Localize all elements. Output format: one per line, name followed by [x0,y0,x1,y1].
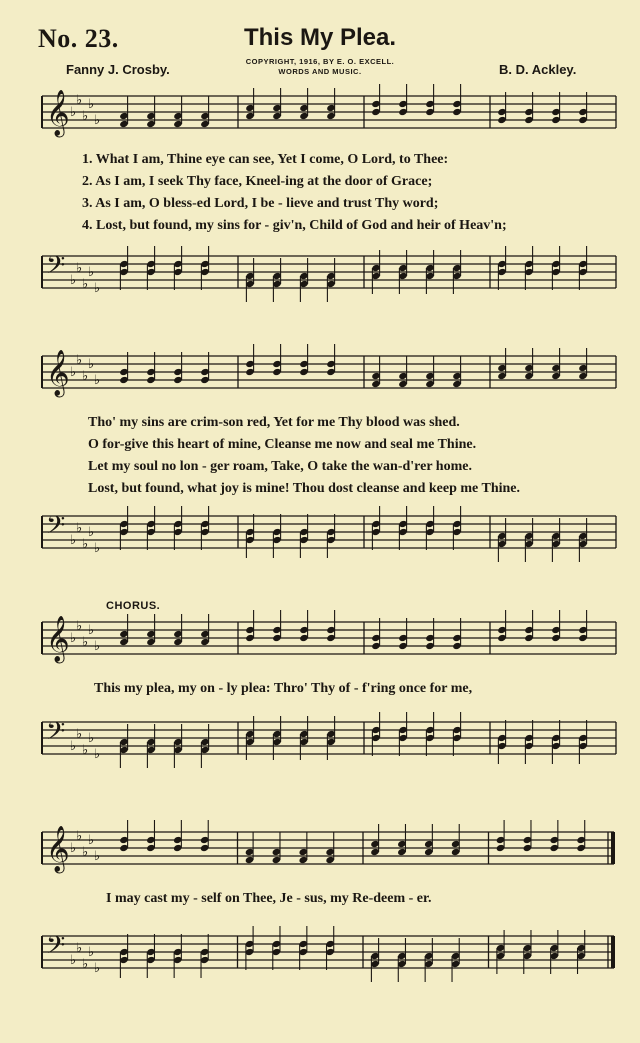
chorus-line: This my plea, my on - ly plea: Thro' Thy of - f'ring once for me, [94,681,473,696]
svg-text:♭: ♭ [88,731,95,746]
svg-text:♭: ♭ [76,521,83,536]
svg-text:♭: ♭ [70,739,77,754]
hymn-number: No. 23. [38,24,119,53]
notes [119,712,588,768]
svg-text:♭: ♭ [70,953,77,968]
key-signature-flats [70,93,100,128]
svg-text:♭: ♭ [94,281,101,296]
bass-staff [0,506,640,566]
treble-staff [0,346,640,406]
notes [119,820,586,864]
notes [119,506,588,562]
svg-text:♭: ♭ [94,113,101,128]
key-signature-flats [70,261,100,296]
copyright-line: WORDS AND MUSIC. [278,67,362,76]
verse-line: Lost, but found, what joy is mine! Thou dost cleanse and keep me Thine. [88,481,521,496]
verse-line: Let my soul no lon - ger roam, Take, O take the wan-d'rer home. [88,459,472,474]
notes [119,84,588,128]
verse-line: 4. Lost, but found, my sins for - giv'n, Child of God and heir of Heav'n; [82,218,507,233]
svg-text:♭: ♭ [88,945,95,960]
treble-staff [0,822,640,882]
bass-staff [0,712,640,772]
copyright-line: COPYRIGHT, 1916, BY E. O. EXCELL. [245,57,395,66]
clef-icon: 𝄞 [46,826,70,872]
chorus-line: I may cast my - self on Thee, Je - sus, my Re-deem - er. [106,891,432,906]
svg-text:♭: ♭ [76,619,83,634]
verse-line: 3. As I am, O bless-ed Lord, I be - lieve and trust Thy word; [82,196,439,211]
key-signature-flats [70,521,100,556]
key-signature-flats [70,941,100,976]
verse-line: 2. As I am, I seek Thy face, Kneel-ing at the door of Grace; [82,174,433,189]
bass-staff [0,246,640,306]
svg-text:♭: ♭ [76,941,83,956]
svg-text:♭: ♭ [82,845,89,860]
svg-text:♭: ♭ [70,273,77,288]
author-credit: Fanny J. Crosby. [66,62,170,77]
svg-text:♭: ♭ [82,277,89,292]
svg-text:♭: ♭ [94,639,101,654]
svg-text:♭: ♭ [76,93,83,108]
svg-text:♭: ♭ [88,623,95,638]
svg-text:♭: ♭ [82,537,89,552]
svg-text:♭: ♭ [94,849,101,864]
key-signature-flats [70,353,100,388]
clef-icon: 𝄢 [46,717,66,752]
verse-line: Tho' my sins are crim-son red, Yet for me Thy blood was shed. [88,415,460,430]
svg-text:♭: ♭ [82,743,89,758]
composer-credit: B. D. Ackley. [499,62,577,77]
verse-line: 1. What I am, Thine eye can see, Yet I come, O Lord, to Thee: [82,152,449,167]
svg-text:♭: ♭ [70,533,77,548]
svg-text:♭: ♭ [82,109,89,124]
treble-staff [0,612,640,672]
key-signature-flats [70,829,100,864]
key-signature-flats [70,727,100,762]
clef-icon: 𝄞 [46,90,70,136]
clef-icon: 𝄞 [46,350,70,396]
svg-text:♭: ♭ [94,541,101,556]
svg-text:♭: ♭ [94,747,101,762]
svg-text:♭: ♭ [70,841,77,856]
svg-text:♭: ♭ [76,261,83,276]
svg-text:♭: ♭ [76,829,83,844]
svg-text:♭: ♭ [88,265,95,280]
clef-icon: 𝄞 [46,616,70,662]
hymn-title: This My Plea. [243,24,397,51]
svg-text:♭: ♭ [88,97,95,112]
clef-icon: 𝄢 [46,931,66,966]
treble-staff [0,86,640,146]
svg-text:♭: ♭ [70,105,77,120]
svg-text:♭: ♭ [82,957,89,972]
notes [119,344,588,388]
svg-text:♭: ♭ [70,365,77,380]
verse-line: O for-give this heart of mine, Cleanse me now and seal me Thine. [88,437,477,452]
notes [119,926,586,982]
svg-text:♭: ♭ [76,727,83,742]
svg-text:♭: ♭ [70,631,77,646]
svg-text:♭: ♭ [94,961,101,976]
key-signature-flats [70,619,100,654]
svg-text:♭: ♭ [88,357,95,372]
notes [119,246,588,302]
svg-text:♭: ♭ [88,525,95,540]
bass-staff [0,926,640,986]
svg-text:♭: ♭ [94,373,101,388]
clef-icon: 𝄢 [46,511,66,546]
clef-icon: 𝄢 [46,251,66,286]
svg-text:♭: ♭ [76,353,83,368]
svg-text:♭: ♭ [82,369,89,384]
chorus-label: CHORUS. [106,600,161,612]
svg-text:♭: ♭ [88,833,95,848]
svg-text:♭: ♭ [82,635,89,650]
